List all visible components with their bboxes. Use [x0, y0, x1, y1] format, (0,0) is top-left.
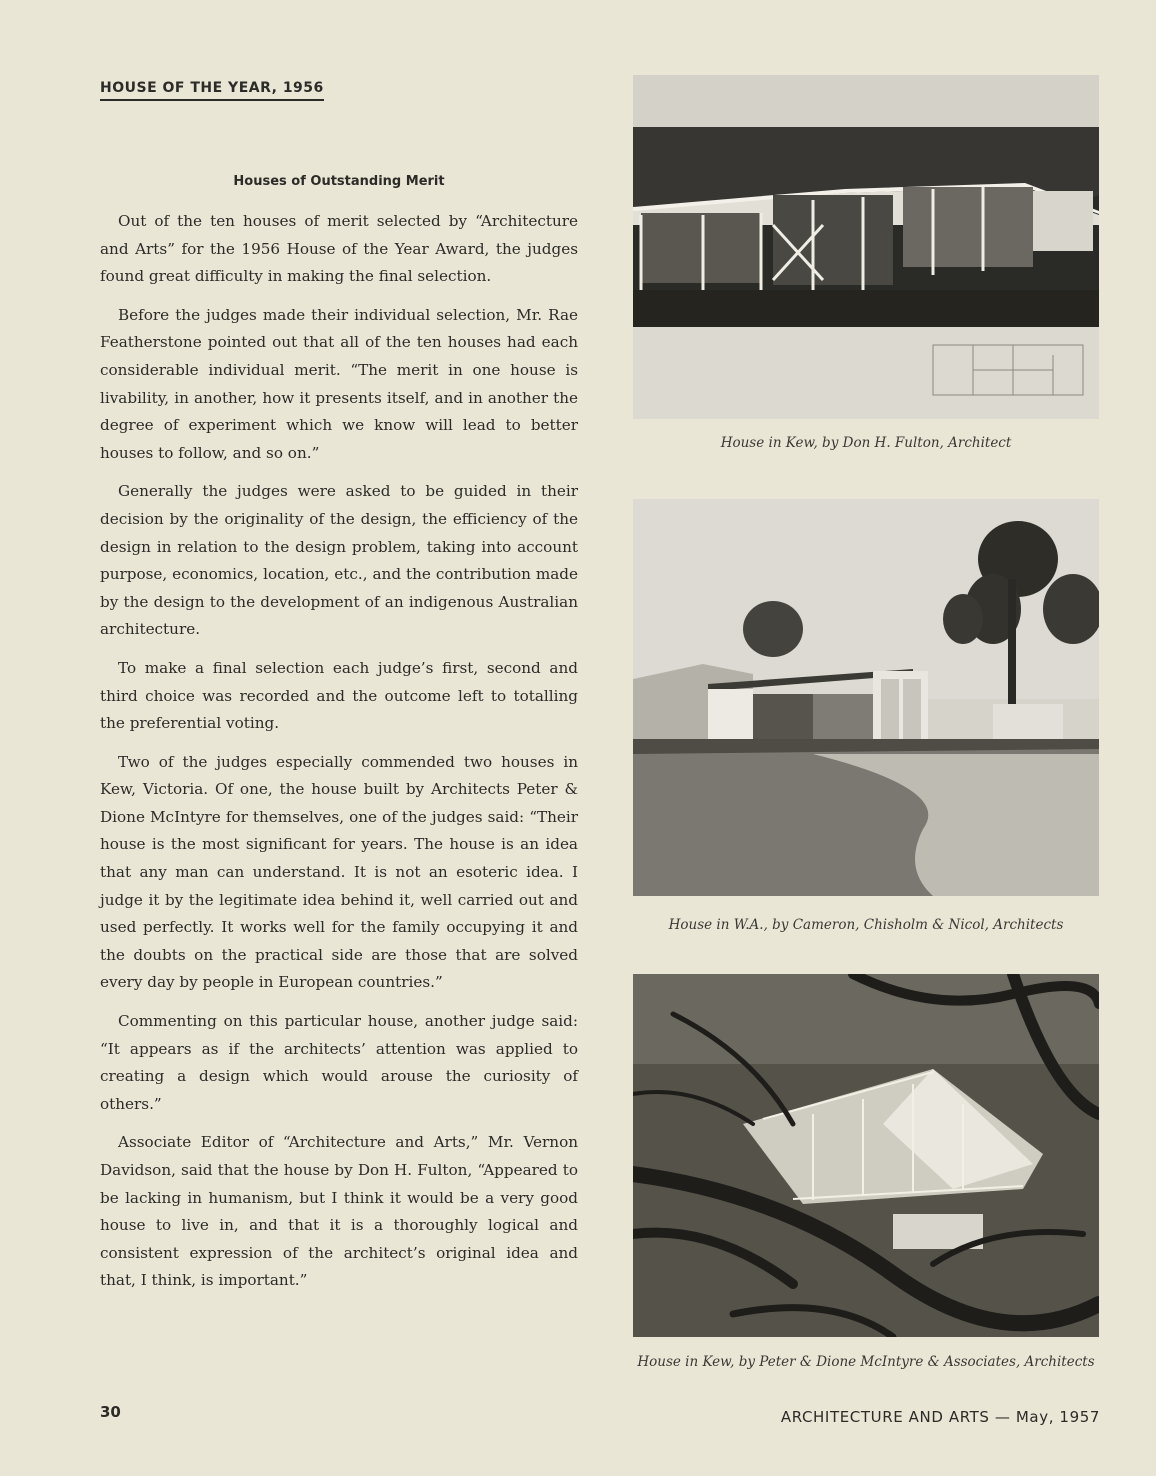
article-body	[100, 208, 578, 1306]
article-paragraph: Two of the judges especially commended two houses in Kew, Victoria. Of one, the house built by Architects Peter & Dione McIntyre for themselves, one of the judges said: “Their house is the most significant for years. The house is an idea that any man can understand. It is not an esoteric idea. I judge it by the legitimate idea behind it, well carried out and used perfectly. It works well for the family occupying it and the doubts on the practical side are those that are solved every day by people in European countries.”	[100, 752, 578, 992]
article-paragraph: Generally the judges were asked to be guided in their decision by the originality of the design, the efficiency of the design in relation to the design problem, taking into account purpose, economics, location, etc., and the contribution made by the design to the development of an indigenous Australian architecture.	[100, 482, 578, 639]
publication-footer: ARCHITECTURE AND ARTS — May, 1957	[780, 1408, 1100, 1426]
house-photo-image	[633, 499, 1099, 896]
article-subtitle: Houses of Outstanding Merit	[233, 174, 445, 189]
photo-kew-mcintyre	[633, 974, 1099, 1337]
photo-caption: House in W.A., by Cameron, Chisholm & Nicol, Architects	[668, 917, 1064, 933]
house-photo-image	[633, 75, 1099, 419]
house-photo-image	[633, 974, 1099, 1337]
article-paragraph: Associate Editor of “Architecture and Arts,” Mr. Vernon Davidson, said that the house by Don H. Fulton, “Appeared to be lacking in humanism, but I think it would be a very good house to live in, and that it is a thoroughly logical and consistent expression of the architect’s original idea and that, I think, is important.”	[100, 1133, 578, 1290]
article-paragraph: Commenting on this particular house, another judge said: “It appears as if the architects’ attention was applied to creating a design which would arouse the curiosity of others.”	[100, 1012, 578, 1113]
photo-wa-house	[633, 499, 1099, 896]
photo-kew-fulton	[633, 75, 1099, 419]
section-heading: HOUSE OF THE YEAR, 1956	[100, 80, 324, 101]
article-paragraph: To make a final selection each judge’s first, second and third choice was recorded and the outcome left to totalling the preferential voting.	[100, 658, 578, 733]
article-paragraph: Out of the ten houses of merit selected by “Architecture and Arts” for the 1956 House of the Year Award, the judges found great difficulty in making the final selection.	[100, 212, 578, 286]
photo-caption: House in Kew, by Don H. Fulton, Architect	[720, 435, 1012, 451]
page-number: 30	[100, 1403, 121, 1421]
photo-caption: House in Kew, by Peter & Dione McIntyre & Associates, Architects	[637, 1354, 1095, 1370]
article-paragraph: Before the judges made their individual selection, Mr. Rae Featherstone pointed out that all of the ten houses had each considerable individual merit. “The merit in one house is livability, in another, how it presents itself, and in another the degree of experiment which we know will lead to better houses to follow, and so on.”	[100, 305, 578, 462]
